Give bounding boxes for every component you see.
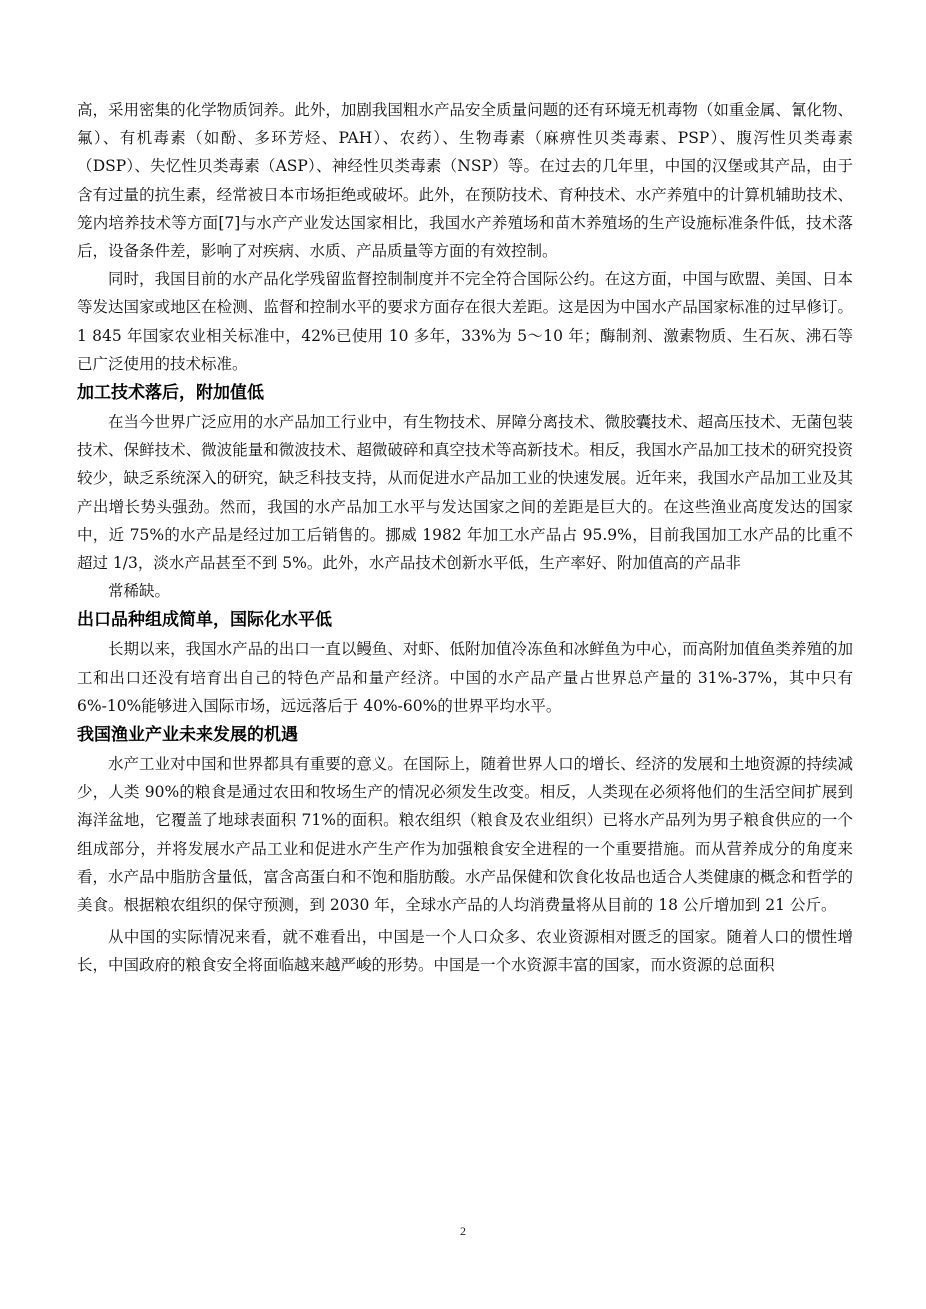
paragraph-export-varieties: 长期以来，我国水产品的出口一直以鳗鱼、对虾、低附加值冷冻鱼和冰鲜鱼为中心，而高附加值鱼类养殖的加工和出口还没有培育出自己的特色产品和量产经济。中国的水产品产量占世界总产量的 31%-37%，其中只有 6%-10%能够进入国际市场，远远落后于 40%-60%的世界平均水平。 (77, 640, 853, 715)
section-heading-export: 出口品种组成简单，国际化水平低 (77, 610, 332, 631)
paragraph-processing-technology: 在当今世界广泛应用的水产品加工行业中，有生物技术、屏障分离技术、微胶囊技术、超高压技术、无菌包装技术、保鲜技术、微波能量和微波技术、超微破碎和真空技术等高新技术。相反，我国水产品加工技术的研究投资较少，缺乏系统深入的研究，缺乏科技支持，从而促进水产品加工业的快速发展。近年来，我国水产品加工业及其产出增长势头强劲。然而，我国的水产品加工水平与发达国家之间的差距是巨大的。在这些渔业高度发达的国家中，近 75%的水产品是经过加工后销售的。挪威 1982 年加工水产品占 95.9%，目前我国加工水产品的比重不超过 1/3，淡水产品甚至不到 5%。此外，水产品技术创新水平低，生产率好、附加值高的产品非 (77, 413, 853, 573)
section-heading-processing: 加工技术落后，附加值低 (77, 383, 264, 404)
paragraph-continued-toxins: 高，采用密集的化学物质饲养。此外，加剧我国粗水产品安全质量问题的还有环境无机毒物（如重金属、氰化物、氟）、有机毒素（如酚、多环芳烃、PAH）、农药）、生物毒素（麻痹性贝类毒素、PSP）、腹泻性贝类毒素（DSP）、失忆性贝类毒素（ASP）、神经性贝类毒素（NSP）等。在过去的几年里，中国的汉堡或其产品，由于含有过量的抗生素，经常被日本市场拒绝或破坏。此外，在预防技术、育种技术、水产养殖中的计算机辅助技术、笼内培养技术等方面[7]与水产产业发达国家相比，我国水产养殖场和苗木养殖场的生产设施标准条件低，技术落后，设备条件差，影响了对疾病、水质、产品质量等方面的有效控制。 (77, 101, 853, 261)
paragraph-china-situation: 从中国的实际情况来看，就不难看出，中国是一个人口众多、农业资源相对匮乏的国家。随着人口的惯性增长，中国政府的粮食安全将面临越来越严峻的形势。中国是一个水资源丰富的国家，而水资源的总面积 (77, 928, 853, 975)
paragraph-residue-supervision: 同时，我国目前的水产品化学残留监督控制制度并不完全符合国际公约。在这方面，中国与欧盟、美国、日本等发达国家或地区在检测、监督和控制水平的要求方面存在很大差距。这是因为中国水产品国家标准的过早修订。1 845 年国家农业相关标准中，42%已使用 10 多年，33%为 5～10 年；酶制剂、激素物质、生石灰、沸石等已广泛使用的技术标准。 (77, 270, 853, 373)
page-body (77, 96, 853, 980)
paragraph-global-significance: 水产工业对中国和世界都具有重要的意义。在国际上，随着世界人口的增长、经济的发展和土地资源的持续减少，人类 90%的粮食是通过农田和牧场生产的情况必须发生改变。相反，人类现在必须将他们的生活空间扩展到海洋盆地，它覆盖了地球表面积 71%的面积。粮农组织（粮食及农业组织）已将水产品列为男子粮食供应的一个组成部分，并将发展水产品工业和促进水产生产作为加强粮食安全进程的一个重要措施。而从营养成分的角度来看，水产品中脂肪含量低，富含高蛋白和不饱和脂肪酸。水产品保健和饮食化妆品也适合人类健康的概念和哲学的美食。根据粮农组织的保守预测，到 2030 年，全球水产品的人均消费量将从目前的 18 公斤增加到 21 公斤。 (77, 755, 853, 915)
section-heading-opportunities: 我国渔业产业未来发展的机遇 (77, 725, 298, 746)
paragraph-processing-tail: 常稀缺。 (108, 582, 171, 601)
page-number: 2 (460, 1224, 466, 1238)
